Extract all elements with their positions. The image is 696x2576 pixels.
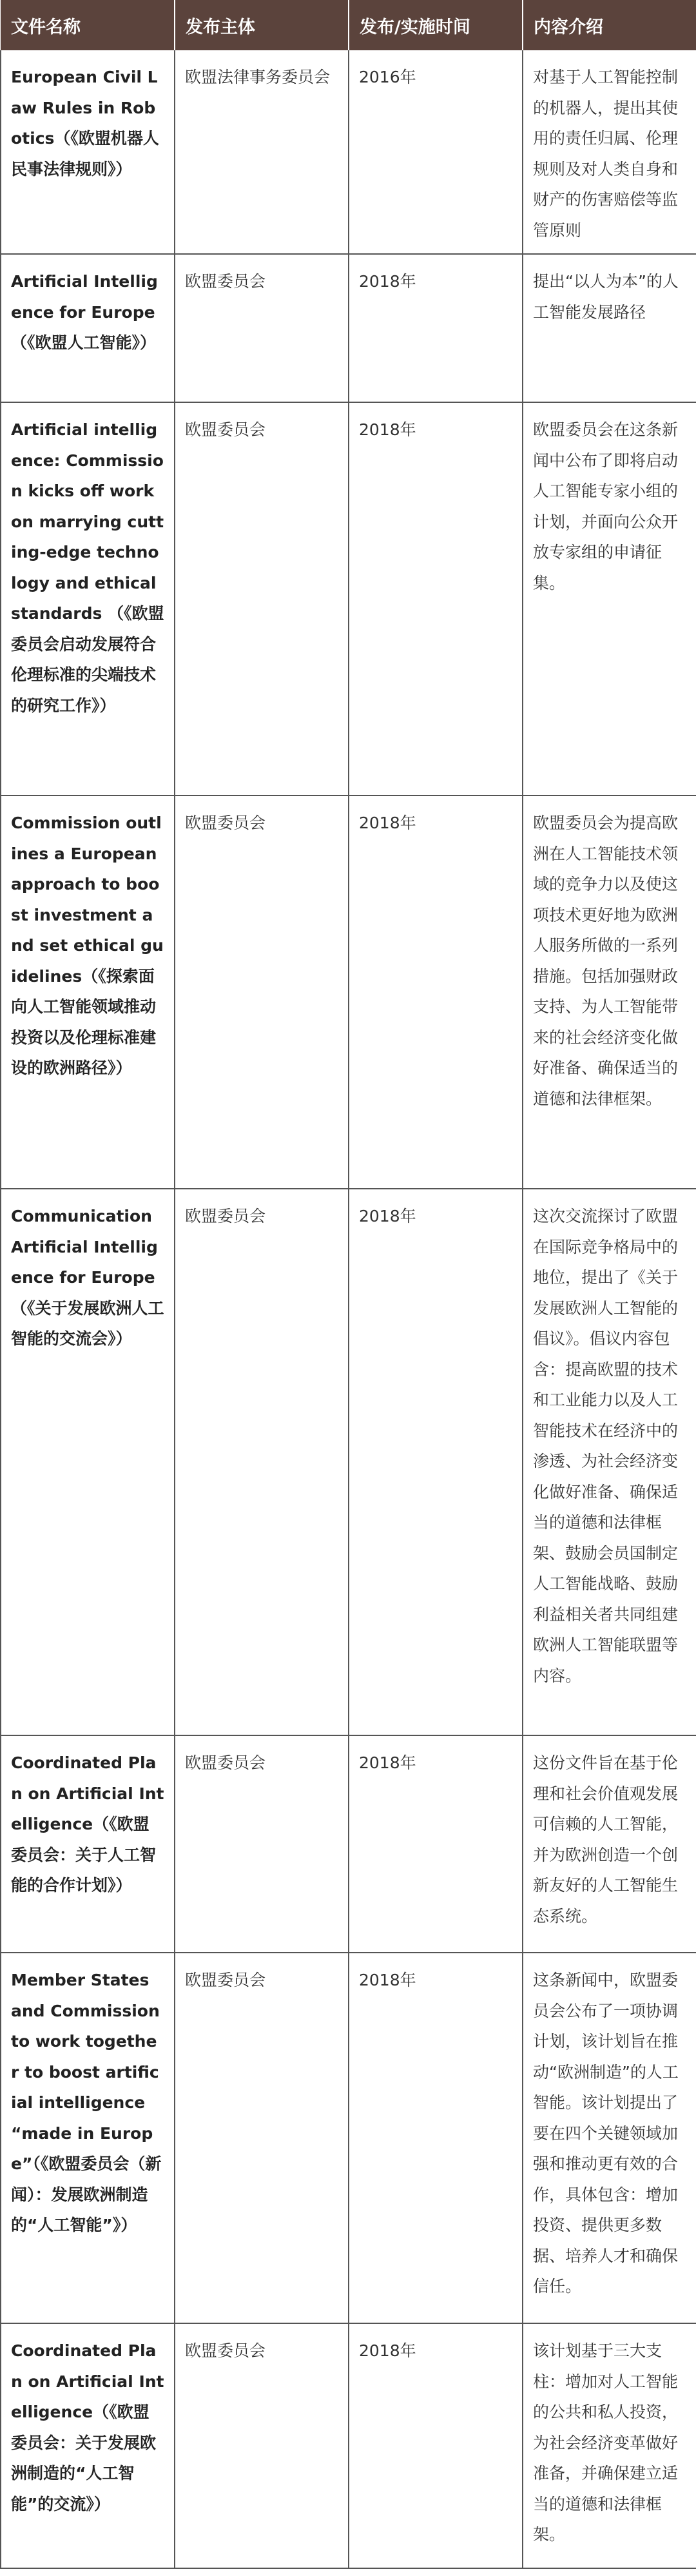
date-cell: 2018年 bbox=[349, 2323, 523, 2568]
date-cell: 2018年 bbox=[349, 1735, 523, 1953]
header-date: 发布/实施时间 bbox=[349, 0, 523, 50]
table-row bbox=[1, 254, 696, 402]
content-cell: 这份文件旨在基于伦理和社会价值观发展可信赖的人工智能，并为欧洲创造一个创新友好的人工智能生态系统。 bbox=[523, 1735, 696, 1953]
document-name-cell: Coordinated Plan on Artificial Intelligence（《欧盟委员会：关于人工智能的合作计划》） bbox=[1, 1735, 175, 1953]
table-body bbox=[1, 50, 696, 2568]
publisher-cell: 欧盟委员会 bbox=[175, 254, 349, 402]
document-name-cell: European Civil Law Rules in Robotics（《欧盟机器人民事法律规则》） bbox=[1, 50, 175, 254]
publisher-cell: 欧盟法律事务委员会 bbox=[175, 50, 349, 254]
content-cell: 欧盟委员会在这条新闻中公布了即将启动人工智能专家小组的计划，并面向公众开放专家组的申请征集。 bbox=[523, 402, 696, 795]
content-cell: 这条新闻中，欧盟委员会公布了一项协调计划，该计划旨在推动“欧洲制造”的人工智能。该计划提出了要在四个关键领域加强和推动更有效的合作，具体包含：增加投资、提供更多数据、培养人才和确保信任。 bbox=[523, 1953, 696, 2323]
header-row bbox=[1, 0, 696, 50]
content-cell: 这次交流探讨了欧盟在国际竞争格局中的地位，提出了《关于发展欧洲人工智能的倡议》。倡议内容包含：提高欧盟的技术和工业能力以及人工智能技术在经济中的渗透、为社会经济变化做好准备、确保适当的道德和法律框架、鼓励会员国制定人工智能战略、鼓励利益相关者共同组建欧洲人工智能联盟等内容。 bbox=[523, 1189, 696, 1735]
document-name-cell: Coordinated Plan on Artificial Intelligence（《欧盟委员会：关于发展欧洲制造的“人工智能”的交流》） bbox=[1, 2323, 175, 2568]
publisher-cell: 欧盟委员会 bbox=[175, 402, 349, 795]
publisher-cell: 欧盟委员会 bbox=[175, 2323, 349, 2568]
table-row bbox=[1, 1189, 696, 1735]
content-cell: 欧盟委员会为提高欧洲在人工智能技术领域的竞争力以及使这项技术更好地为欧洲人服务所做的一系列措施。包括加强财政支持、为人工智能带来的社会经济变化做好准备、确保适当的道德和法律框架。 bbox=[523, 795, 696, 1189]
document-name-cell: Artificial Intelligence for Europe（《欧盟人工智能》） bbox=[1, 254, 175, 402]
publisher-cell: 欧盟委员会 bbox=[175, 795, 349, 1189]
table-row bbox=[1, 795, 696, 1189]
publisher-cell: 欧盟委员会 bbox=[175, 1189, 349, 1735]
publisher-cell: 欧盟委员会 bbox=[175, 1953, 349, 2323]
document-name-cell: Communication Artificial Intelligence for Europe（《关于发展欧洲人工智能的交流会》） bbox=[1, 1189, 175, 1735]
date-cell: 2018年 bbox=[349, 1953, 523, 2323]
document-name-cell: Commission outlines a European approach to boost investment and set ethical guidelines（《探索面向人工智能领域推动投资以及伦理标准建设的欧洲路径》） bbox=[1, 795, 175, 1189]
document-name-cell: Artificial intelligence: Commission kicks off work on marrying cutting-edge technology and ethical standards （《欧盟委员会启动发展符合伦理标准的尖端技术的研究工作》） bbox=[1, 402, 175, 795]
table-row bbox=[1, 1953, 696, 2323]
content-cell: 该计划基于三大支柱：增加对人工智能的公共和私人投资，为社会经济变革做好准备，并确保建立适当的道德和法律框架。 bbox=[523, 2323, 696, 2568]
date-cell: 2018年 bbox=[349, 1189, 523, 1735]
table-row bbox=[1, 402, 696, 795]
table-row bbox=[1, 50, 696, 254]
table-header bbox=[1, 0, 696, 50]
content-cell: 对基于人工智能控制的机器人，提出其使用的责任归属、伦理规则及对人类自身和财产的伤害赔偿等监管原则 bbox=[523, 50, 696, 254]
table-row bbox=[1, 1735, 696, 1953]
table-row bbox=[1, 2323, 696, 2568]
publisher-cell: 欧盟委员会 bbox=[175, 1735, 349, 1953]
header-document-name: 文件名称 bbox=[1, 0, 175, 50]
header-content: 内容介绍 bbox=[534, 17, 603, 37]
date-cell: 2018年 bbox=[349, 254, 523, 402]
header-publisher: 发布主体 bbox=[175, 0, 349, 50]
content-cell: 提出“以人为本”的人工智能发展路径 bbox=[523, 254, 696, 402]
date-cell: 2018年 bbox=[349, 795, 523, 1189]
date-cell: 2016年 bbox=[349, 50, 523, 254]
date-cell: 2018年 bbox=[349, 402, 523, 795]
document-name-cell: Member States and Commission to work together to boost artificial intelligence “made in Europe”（《欧盟委员会（新闻）：发展欧洲制造的“人工智能”》） bbox=[1, 1953, 175, 2323]
